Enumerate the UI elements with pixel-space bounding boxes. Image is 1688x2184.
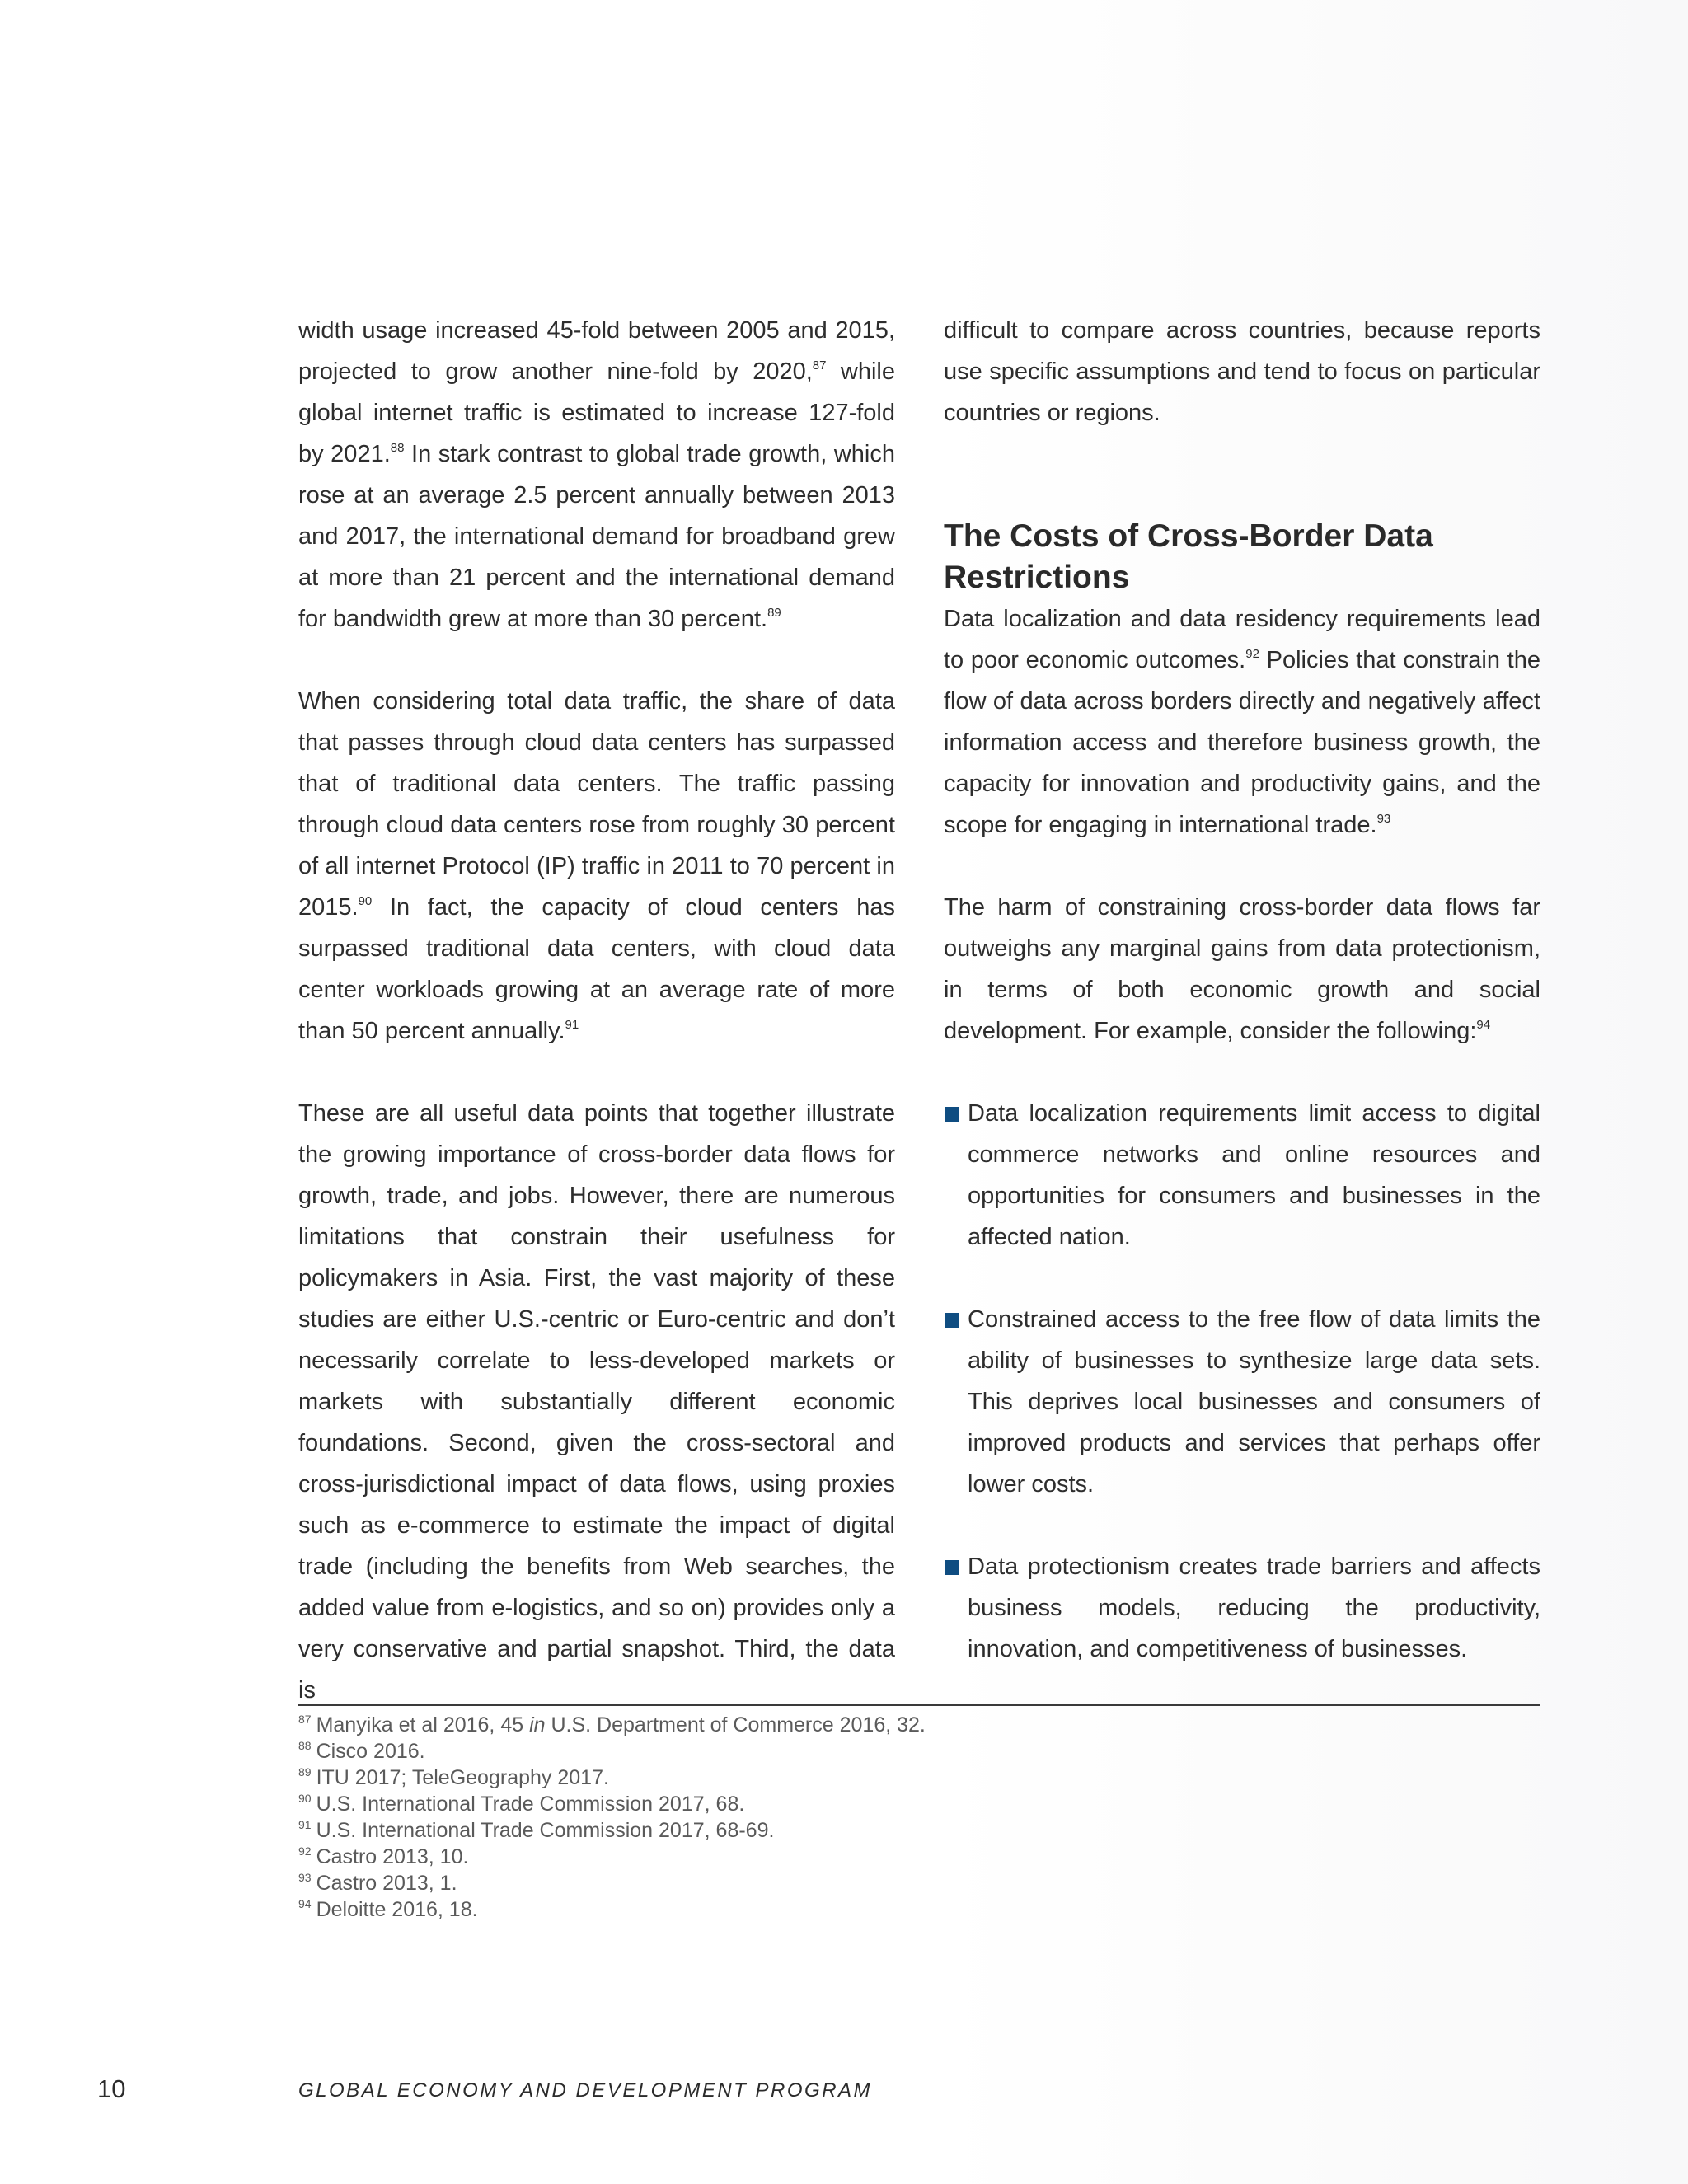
square-bullet-icon [945,1313,959,1328]
footnote-89: $^{89}$ ITU 2017; TeleGeography 2017. [298,1765,609,1789]
footnote-ref-93: 93 [1376,812,1391,826]
page-number: 10 [97,2074,126,2103]
bullet-item: Constrained access to the free flow of data limits the ability of businesses to synthesize large data sets. This deprives local businesses and consumers of improved products and services that perhaps offer lower costs. [944,1299,1540,1505]
footnote-87: $^{87}$ Manyika et al 2016, 45 in U.S. Department of Commerce 2016, 32. [298,1713,926,1736]
footnote-ref-88: 88 [390,441,405,455]
footnote-90: $^{90}$ U.S. International Trade Commission 2017, 68. [298,1792,745,1816]
footnote-93: $^{93}$ Castro 2013, 1. [298,1871,457,1895]
footnote-94: $^{94}$ Deloitte 2016, 18. [298,1897,478,1921]
footnote-92: $^{92}$ Castro 2013, 10. [298,1844,469,1868]
footnote-88: $^{88}$ Cisco 2016. [298,1739,425,1763]
right-paragraph-0: difficult to compare across countries, because reports use specific assumptions and tend to focus on particular countries or regions. [944,317,1540,426]
footnote-divider [298,1704,1540,1706]
footnote-ref-89: 89 [767,606,781,620]
square-bullet-icon [945,1560,959,1575]
right-paragraph-2: The harm of constraining cross-border data flows far outweighs any marginal gains from data protectionism, in terms of both economic growth and social development. For example, consider the following:$^{94}$ [944,894,1540,1044]
left-paragraph-1: width usage increased 45-fold between 2005 and 2015, projected to grow another nine-fold by 2020,87 while global internet traffic is estimated to increase 127-fold by 2021.88 In stark contrast to global trade growth, which rose at an average 2.5 percent annually between 2013 and 2017, the international demand for broadband grew at more than 21 percent and the international demand for bandwidth grew at more than 30 percent.$^{89}$ [298,317,895,632]
bullet-list [944,1093,1540,1670]
footnote-ref-87: 87 [812,359,827,373]
square-bullet-icon [945,1107,959,1122]
running-footer: GLOBAL ECONOMY AND DEVELOPMENT PROGRAM [298,2079,873,2102]
left-column [298,310,895,1711]
bullet-item: Data localization requirements limit access to digital commerce networks and online resources and opportunities for consumers and businesses in the affected nation. [944,1093,1540,1258]
left-paragraph-3: These are all useful data points that together illustrate the growing importance of cross-border data flows for growth, trade, and jobs. However, there are numerous limitations that constrain their usefulness for policymakers in Asia. First, the vast majority of these studies are either U.S.-centric or Euro-centric and don’t necessarily correlate to less-developed markets or markets with substantially different economic foundations. Second, given the cross-sectoral and cross-jurisdictional impact of data flows, using proxies such as e-commerce to estimate the impact of digital trade (including the benefits from Web searches, the added value from e-logistics, and so on) provides only a very conservative and partial snapshot. Third, the data is [298,1100,895,1704]
section-heading: The Costs of Cross-Border Data Restrictions [944,518,1433,595]
right-column [944,310,1540,1670]
bullet-item: Data protectionism creates trade barriers and affects business models, reducing the productivity, innovation, and competitiveness of businesses. [944,1546,1540,1670]
footnote-ref-90: 90 [358,894,373,908]
footnote-91: $^{91}$ U.S. International Trade Commission 2017, 68-69. [298,1818,775,1842]
footnotes [298,1712,1287,1923]
left-paragraph-2: When considering total data traffic, the share of data that passes through cloud data centers has surpassed that of traditional data centers. The traffic passing through cloud data centers rose from roughly 30 percent of all internet Protocol (IP) traffic in 2011 to 70 percent in 2015.90 In fact, the capacity of cloud centers has surpassed traditional data centers, with cloud data center workloads growing at an average rate of more than 50 percent annually.$^{91}$ [298,688,895,1044]
right-paragraph-1: Data localization and data residency requirements lead to poor economic outcomes.$^{92}$ Policies that constrain the flow of data across borders directly and negatively affect information access and therefore business growth, the capacity for innovation and productivity gains, and the scope for engaging in international trade.$^{93}$ [944,606,1540,838]
footnote-ref-92: 92 [1245,647,1259,661]
footnote-ref-91: 91 [565,1018,579,1032]
footnote-ref-94: 94 [1476,1018,1491,1032]
